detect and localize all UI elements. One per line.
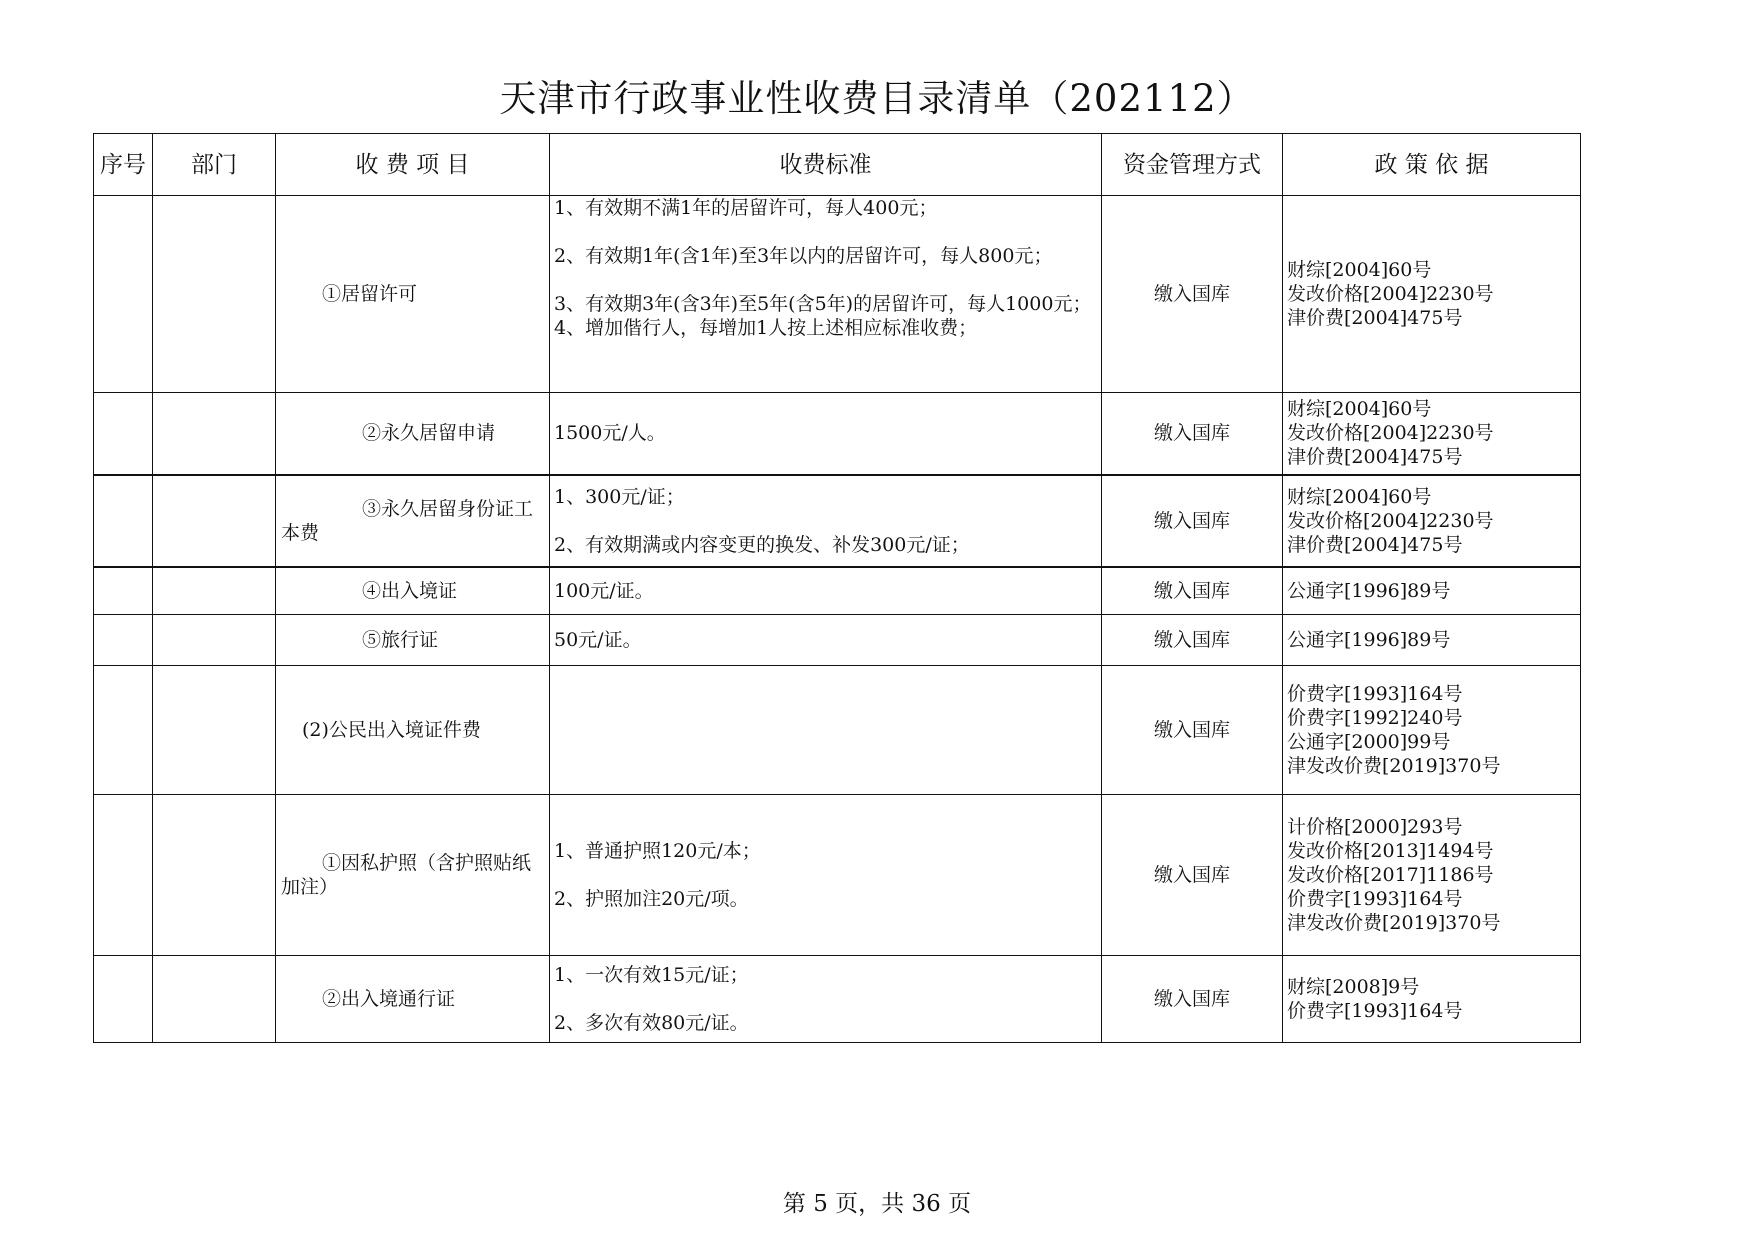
- fee-table: [93, 133, 1581, 1043]
- basis-line: 公通字[1996]89号: [1287, 629, 1451, 651]
- basis-cell: [1283, 196, 1581, 393]
- basis-line: 价费字[1992]240号: [1287, 707, 1463, 729]
- header-basis: 政 策 依 据: [1283, 134, 1581, 196]
- page-title: 天津市行政事业性收费目录清单（202112）: [499, 77, 1255, 120]
- dept-cell: [153, 666, 276, 795]
- table-row: [94, 956, 1581, 1043]
- table-row: [94, 567, 1581, 615]
- basis-line: 公通字[1996]89号: [1287, 579, 1451, 602]
- basis-cell: [1283, 795, 1581, 956]
- standard-line: 2、有效期满或内容变更的换发、补发300元/证；: [554, 533, 970, 556]
- standard-cell: [550, 393, 1102, 475]
- table-row: [94, 615, 1581, 666]
- item-name: ①居留许可: [322, 283, 418, 305]
- header-standard: 收费标准: [550, 134, 1102, 196]
- dept-cell: [153, 956, 276, 1043]
- header-fund: 资金管理方式: [1102, 134, 1283, 196]
- page-footer: 第 5 页，共 36 页: [782, 1191, 972, 1217]
- basis-line: 财综[2004]60号: [1287, 485, 1432, 508]
- dept-cell: [153, 795, 276, 956]
- standard-line: 2、护照加注20元/项。: [554, 888, 749, 910]
- item-name: ①因私护照（含护照贴纸加注）: [281, 852, 532, 898]
- basis-line: 发改价格[2004]2230号: [1287, 422, 1494, 445]
- item-cell: [276, 956, 550, 1043]
- standard-line: 1、普通护照120元/本；: [554, 840, 761, 862]
- dept-cell: [153, 196, 276, 393]
- item-name: ②永久居留申请: [362, 422, 496, 445]
- basis-cell: [1283, 956, 1581, 1043]
- item-cell: [276, 475, 550, 567]
- basis-line: 发改价格[2004]2230号: [1287, 509, 1494, 532]
- seq-cell: [94, 567, 153, 615]
- fund-cell: 缴入国库: [1102, 393, 1283, 475]
- item-cell: [276, 795, 550, 956]
- standard-line: 1500元/人。: [554, 422, 666, 445]
- item-cell: [276, 666, 550, 795]
- seq-cell: [94, 393, 153, 475]
- table-row: [94, 666, 1581, 795]
- basis-line: 津发改价费[2019]370号: [1287, 755, 1501, 777]
- standard-line: 4、增加偕行人，每增加1人按上述相应标准收费；: [554, 317, 978, 339]
- table-row: [94, 795, 1581, 956]
- basis-cell: [1283, 666, 1581, 795]
- item-name: ②出入境通行证: [322, 988, 456, 1010]
- standard-cell: [550, 196, 1102, 393]
- standard-cell: [550, 615, 1102, 666]
- standard-cell: [550, 475, 1102, 567]
- standard-line: 50元/证。: [554, 629, 642, 651]
- standard-cell: [550, 795, 1102, 956]
- basis-line: 计价格[2000]293号: [1287, 816, 1463, 838]
- basis-cell: [1283, 475, 1581, 567]
- basis-line: 津价费[2004]475号: [1287, 307, 1463, 329]
- header-seq: 序号: [94, 134, 153, 196]
- seq-cell: [94, 956, 153, 1043]
- basis-line: 价费字[1993]164号: [1287, 683, 1463, 705]
- dept-cell: [153, 615, 276, 666]
- fund-cell: 缴入国库: [1102, 956, 1283, 1043]
- dept-cell: [153, 475, 276, 567]
- basis-line: 财综[2008]9号: [1287, 976, 1420, 998]
- seq-cell: [94, 666, 153, 795]
- standard-line: 1、一次有效15元/证；: [554, 964, 749, 986]
- basis-line: 发改价格[2013]1494号: [1287, 840, 1494, 862]
- basis-cell: [1283, 615, 1581, 666]
- basis-line: 发改价格[2017]1186号: [1287, 864, 1494, 886]
- basis-line: 津价费[2004]475号: [1287, 446, 1463, 469]
- standard-cell: [550, 956, 1102, 1043]
- basis-line: 价费字[1993]164号: [1287, 888, 1463, 910]
- fund-cell: 缴入国库: [1102, 666, 1283, 795]
- standard-cell: [550, 666, 1102, 795]
- basis-line: 津发改价费[2019]370号: [1287, 912, 1501, 934]
- basis-line: 财综[2004]60号: [1287, 259, 1432, 281]
- standard-line: 2、多次有效80元/证。: [554, 1012, 749, 1034]
- item-name: ④出入境证: [362, 579, 458, 602]
- basis-cell: [1283, 567, 1581, 615]
- basis-cell: [1283, 393, 1581, 475]
- basis-line: 公通字[2000]99号: [1287, 731, 1451, 753]
- basis-line: 价费字[1993]164号: [1287, 1000, 1463, 1022]
- basis-line: 财综[2004]60号: [1287, 398, 1432, 421]
- item-name: ③永久居留身份证工本费: [281, 497, 534, 544]
- basis-line: 津价费[2004]475号: [1287, 533, 1463, 556]
- header-dept: 部门: [153, 134, 276, 196]
- table-row: [94, 393, 1581, 475]
- dept-cell: [153, 393, 276, 475]
- table-row: [94, 196, 1581, 393]
- fund-cell: 缴入国库: [1102, 475, 1283, 567]
- standard-cell: [550, 567, 1102, 615]
- seq-cell: [94, 475, 153, 567]
- basis-line: 发改价格[2004]2230号: [1287, 283, 1494, 305]
- standard-line: 2、有效期1年(含1年)至3年以内的居留许可，每人800元；: [554, 245, 1053, 267]
- header-item: 收 费 项 目: [276, 134, 550, 196]
- seq-cell: [94, 615, 153, 666]
- standard-line: 3、有效期3年(含3年)至5年(含5年)的居留许可，每人1000元；: [554, 293, 1092, 315]
- seq-cell: [94, 795, 153, 956]
- fund-cell: 缴入国库: [1102, 615, 1283, 666]
- item-cell: [276, 393, 550, 475]
- dept-cell: [153, 567, 276, 615]
- fund-cell: 缴入国库: [1102, 196, 1283, 393]
- standard-line: 1、有效期不满1年的居留许可，每人400元；: [554, 197, 938, 219]
- item-cell: [276, 196, 550, 393]
- seq-cell: [94, 196, 153, 393]
- item-name: (2)公民出入境证件费: [302, 719, 481, 741]
- item-cell: [276, 567, 550, 615]
- table-header-row: [94, 134, 1581, 196]
- standard-line: 1、300元/证；: [554, 485, 685, 508]
- fund-cell: 缴入国库: [1102, 567, 1283, 615]
- fund-cell: 缴入国库: [1102, 795, 1283, 956]
- table-row: [94, 475, 1581, 567]
- item-cell: [276, 615, 550, 666]
- standard-line: 100元/证。: [554, 579, 654, 602]
- item-name: ⑤旅行证: [362, 629, 439, 651]
